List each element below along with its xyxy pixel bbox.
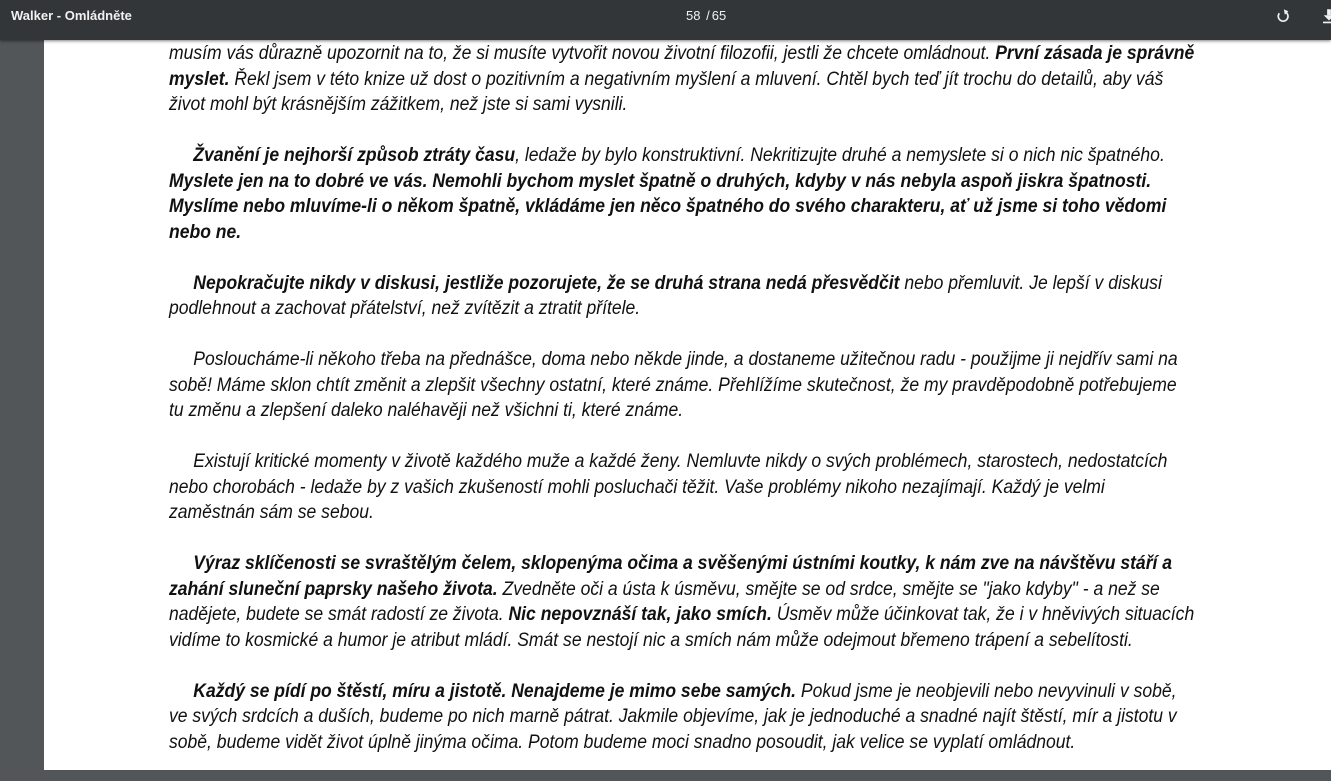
- bold-text-run: Každý se pídí po štěstí, míru a jistotě. Nenajdeme je mimo sebe samých.: [193, 679, 797, 702]
- text-run: Úsměv může účinkovat tak, že i v hněvivých situacích vidíme to kosmické a humor je atribut mládí. Smát se nestojí nic a smích nám může odejmout břemeno trápení a sebelítosti.: [169, 603, 1195, 651]
- bold-text-run: První zásada je správně myslet.: [169, 42, 1195, 90]
- bold-text-run: Výraz sklíčenosti se svraštělým čelem, sklopenýma očima a svěšenými ústními koutky, k nám zve na návštěvu stáří a zahání sluneční paprsky našeho života.: [169, 552, 1173, 600]
- viewer-gutter: [0, 40, 44, 741]
- text-run: Pokud jsme je neobjevili nebo nevyvinuli v sobě, ve svých srdcích a duších, budeme po nich marně pátrat. Jakmile objevíme, jak je jednoduché a snadné najít štěstí, mír a jistotu v sobě, budeme vidět život úplně jinýma očima. Potom budeme moci snadno posoudit, jak velice se vyplatí omládnout.: [169, 679, 1177, 753]
- paragraph: [169, 271, 1195, 322]
- text-run: Posloucháme-li někoho třeba na přednášce, doma nebo někde jinde, a dostaneme užitečnou radu - použijme ji nejdřív sami na sobě! Máme sklon chtít změnit a zlepšit všechny ostatní, které známe. Přehlížíme skutečnost, že my pravděpodobně potřebujeme tu změnu a zlepšení daleko naléhavěji než všichni ti, které známe.: [169, 348, 1178, 421]
- text-run: nebo přemluvit. Je lepší v diskusi podlehnout a zachovat přátelství, než zvítězit a ztratit přítele.: [169, 271, 1162, 319]
- page-separator: /: [706, 8, 710, 23]
- text-run: , ledaže by bylo konstruktivní. Nekritizujte druhé a nemyslete si o nich nic špatného.: [515, 144, 1165, 166]
- pdf-toolbar: [0, 0, 1331, 40]
- bold-text-run: Žvanění je nejhorší způsob ztráty času: [193, 144, 516, 166]
- bold-text-run: Myslete jen na to dobré ve vás. Nemohli bychom myslet špatně o druhých, kdyby v nás nebyla aspoň jiskra špatnosti. Myslíme nebo mluvíme-li o někom špatně, vkládáme jen něco špatného do svého charakteru, ať už jsme si toho vědomi nebo ne.: [169, 169, 1167, 243]
- document-title: Walker - Omládněte: [11, 8, 132, 23]
- download-icon[interactable]: [1320, 7, 1331, 25]
- pdf-page: [44, 30, 1331, 770]
- bold-text-run: Nepokračujte nikdy v diskusi, jestliže pozorujete, že se druhá strana nedá přesvědčit: [193, 271, 900, 294]
- text-run: Řekl jsem v této knize už dost o pozitivním a negativním myšlení a mluvení. Chtěl bych teď jít trochu do detailů, aby váš život mohl být krásnějším zážitkem, než jste si sami vysnili.: [169, 67, 1164, 115]
- paragraph: [169, 143, 1195, 245]
- total-pages: 65: [711, 8, 727, 23]
- current-page-number[interactable]: 58: [686, 8, 701, 23]
- page-text: [169, 41, 1195, 781]
- text-run: musím vás důrazně upozornit na to, že si musíte vytvořit novou životní filozofii, jestli že chcete omládnout.: [169, 42, 996, 64]
- paragraph: [169, 551, 1195, 653]
- text-run: Existují kritické momenty v životě každého muže a každé ženy. Nemluvte nikdy o svých problémech, starostech, nedostatcích nebo chorobách - ledaže by z vašich zkušeností mohli posluchači těžit. Vaše problémy nikoho nezajímají. Každý je velmi zaměstnán sám se sebou.: [169, 450, 1168, 523]
- paragraph: [169, 449, 1195, 526]
- bold-text-run: Nic nepovznáší tak, jako smích.: [508, 603, 772, 625]
- paragraph: [169, 41, 1195, 118]
- paragraph: [169, 347, 1195, 424]
- text-run: Zvedněte oči a ústa k úsměvu, smějte se od srdce, smějte se "jako kdyby" - a než se nadějete, budete se smát radostí ze života.: [169, 577, 1160, 625]
- paragraph: [169, 679, 1195, 756]
- page-indicator: [686, 0, 726, 32]
- rotate-icon[interactable]: [1274, 7, 1292, 25]
